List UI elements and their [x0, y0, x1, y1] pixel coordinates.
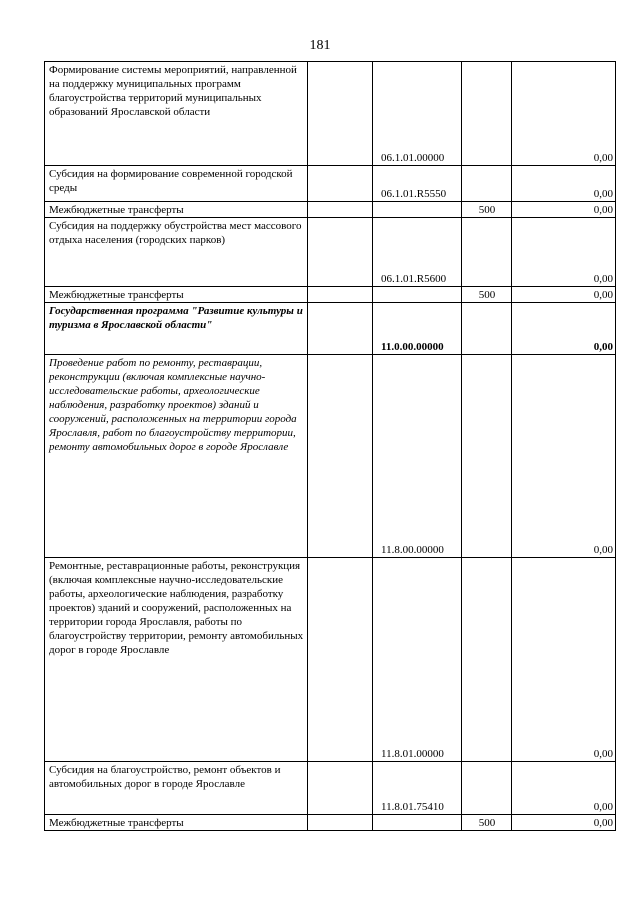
row-empty-cell [308, 355, 373, 558]
row-name: Субсидия на благоустройство, ремонт объектов и автомобильных дорог в городе Ярославле [45, 762, 308, 815]
row-name: Субсидия на поддержку обустройства мест массового отдыха населения (городских парков) [45, 218, 308, 287]
row-amount: 0,00 [512, 166, 616, 202]
table-row [45, 762, 616, 815]
table-row-subprogram [45, 355, 616, 558]
row-code: 11.8.01.00000 [373, 558, 462, 762]
row-code [373, 202, 462, 218]
row-expense-type: 500 [462, 815, 512, 831]
row-amount: 0,00 [512, 815, 616, 831]
row-amount: 0,00 [512, 355, 616, 558]
table-row-program [45, 303, 616, 355]
row-empty-cell [308, 558, 373, 762]
table-row [45, 166, 616, 202]
row-name: Формирование системы мероприятий, направленной на поддержку муниципальных программ благоустройства территорий муниципальных образований Ярославской области [45, 62, 308, 166]
row-empty-cell [308, 166, 373, 202]
row-name: Государственная программа "Развитие культуры и туризма в Ярославской области" [45, 303, 308, 355]
row-expense-type: 500 [462, 287, 512, 303]
row-code: 11.8.00.00000 [373, 355, 462, 558]
table-row [45, 287, 616, 303]
budget-table [44, 61, 616, 831]
table-row [45, 558, 616, 762]
row-empty-cell [308, 218, 373, 287]
row-expense-type [462, 303, 512, 355]
row-empty-cell [308, 62, 373, 166]
row-code: 11.0.00.00000 [373, 303, 462, 355]
row-code: 06.1.01.R5550 [373, 166, 462, 202]
row-empty-cell [308, 303, 373, 355]
table-row [45, 218, 616, 287]
table-row [45, 815, 616, 831]
row-expense-type [462, 166, 512, 202]
row-amount: 0,00 [512, 303, 616, 355]
row-empty-cell [308, 202, 373, 218]
row-code: 06.1.01.00000 [373, 62, 462, 166]
row-expense-type: 500 [462, 202, 512, 218]
row-code [373, 815, 462, 831]
row-expense-type [462, 62, 512, 166]
row-name: Проведение работ по ремонту, реставрации, реконструкции (включая комплексные научно-исследовательские работы, археологические наблюдения, разработку проектов) зданий и сооружений, расположенных на территории города Ярославля, работ по благоустройству территории, ремонту автомобильных дорог в городе Ярославле [45, 355, 308, 558]
table-row [45, 62, 616, 166]
row-expense-type [462, 218, 512, 287]
row-expense-type [462, 355, 512, 558]
row-amount: 0,00 [512, 62, 616, 166]
row-amount: 0,00 [512, 558, 616, 762]
row-code: 11.8.01.75410 [373, 762, 462, 815]
row-empty-cell [308, 815, 373, 831]
row-name: Ремонтные, реставрационные работы, реконструкция (включая комплексные научно-исследовательские работы, археологические наблюдения, разработку проектов) зданий и сооружений, расположенных на территории города Ярославля, работы по благоустройству территории, ремонту автомобильных дорог в городе Ярославле [45, 558, 308, 762]
row-empty-cell [308, 287, 373, 303]
row-expense-type [462, 762, 512, 815]
row-amount: 0,00 [512, 202, 616, 218]
row-name: Межбюджетные трансферты [45, 287, 308, 303]
row-name: Межбюджетные трансферты [45, 202, 308, 218]
row-code [373, 287, 462, 303]
row-name: Межбюджетные трансферты [45, 815, 308, 831]
row-empty-cell [308, 762, 373, 815]
row-name: Субсидия на формирование современной городской среды [45, 166, 308, 202]
row-amount: 0,00 [512, 762, 616, 815]
row-code: 06.1.01.R5600 [373, 218, 462, 287]
row-expense-type [462, 558, 512, 762]
table-row [45, 202, 616, 218]
page-number: 181 [309, 38, 331, 53]
row-amount: 0,00 [512, 218, 616, 287]
row-amount: 0,00 [512, 287, 616, 303]
